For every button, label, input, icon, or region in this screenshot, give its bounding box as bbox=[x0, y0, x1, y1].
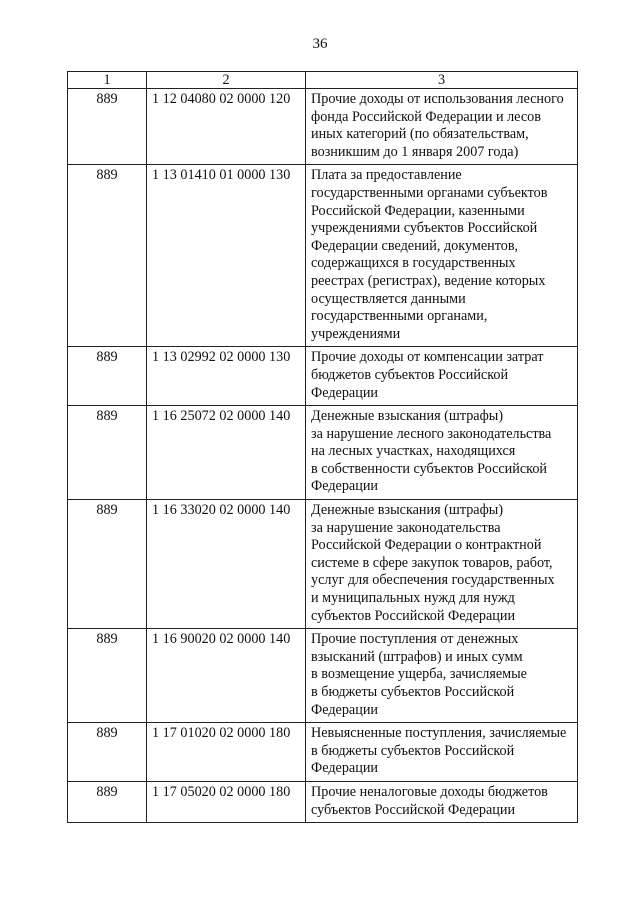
revenue-classification-code: 1 16 33020 02 0000 140 bbox=[147, 500, 306, 629]
column-header-1: 1 bbox=[68, 72, 147, 89]
table-row bbox=[68, 406, 578, 500]
table-row bbox=[68, 629, 578, 723]
revenue-classification-code: 1 17 01020 02 0000 180 bbox=[147, 723, 306, 782]
column-header-2: 2 bbox=[147, 72, 306, 89]
administrator-code: 889 bbox=[68, 781, 147, 822]
administrator-code: 889 bbox=[68, 165, 147, 347]
header-row bbox=[68, 72, 578, 89]
revenue-classification-code: 1 16 25072 02 0000 140 bbox=[147, 406, 306, 500]
administrator-code: 889 bbox=[68, 500, 147, 629]
revenue-classification-code: 1 16 90020 02 0000 140 bbox=[147, 629, 306, 723]
table-row bbox=[68, 781, 578, 822]
administrator-code: 889 bbox=[68, 406, 147, 500]
administrator-code: 889 bbox=[68, 89, 147, 165]
revenue-name: Прочие доходы от компенсации затрат бюджетов субъектов Российской Федерации bbox=[306, 347, 578, 406]
table-row bbox=[68, 165, 578, 347]
revenue-name: Прочие доходы от использования лесного фонда Российской Федерации и лесов иных категорий (по обязательствам, возникшим до 1 января 2007 года) bbox=[306, 89, 578, 165]
revenue-classification-code: 1 13 01410 01 0000 130 bbox=[147, 165, 306, 347]
revenue-name: Невыясненные поступления, зачисляемые в бюджеты субъектов Российской Федерации bbox=[306, 723, 578, 782]
page-number: 36 bbox=[312, 36, 328, 52]
revenue-classification-code: 1 12 04080 02 0000 120 bbox=[147, 89, 306, 165]
revenue-classification-code: 1 13 02992 02 0000 130 bbox=[147, 347, 306, 406]
revenue-codes-table bbox=[67, 71, 578, 823]
table-row bbox=[68, 89, 578, 165]
revenue-classification-code: 1 17 05020 02 0000 180 bbox=[147, 781, 306, 822]
revenue-name: Прочие поступления от денежных взысканий (штрафов) и иных сумм в возмещение ущерба, зачисляемые в бюджеты субъектов Российской Федерации bbox=[306, 629, 578, 723]
administrator-code: 889 bbox=[68, 723, 147, 782]
revenue-name: Денежные взыскания (штрафы) за нарушение законодательства Российской Федерации о контрактной системе в сфере закупок товаров, работ, услуг для обеспечения государственных и муниципальных нужд для нужд субъектов Российской Федерации bbox=[306, 500, 578, 629]
table-row bbox=[68, 723, 578, 782]
column-header-3: 3 bbox=[306, 72, 578, 89]
administrator-code: 889 bbox=[68, 629, 147, 723]
revenue-name: Прочие неналоговые доходы бюджетов субъектов Российской Федерации bbox=[306, 781, 578, 822]
table-row bbox=[68, 500, 578, 629]
administrator-code: 889 bbox=[68, 347, 147, 406]
revenue-name: Денежные взыскания (штрафы) за нарушение лесного законодательства на лесных участках, находящихся в собственности субъектов Российской Федерации bbox=[306, 406, 578, 500]
table-row bbox=[68, 347, 578, 406]
revenue-name: Плата за предоставление государственными органами субъектов Российской Федерации, казенными учреждениями субъектов Российской Федерации сведений, документов, содержащихся в государственных реестрах (регистрах), ведение которых осуществляется данными государственными органами, учреждениями bbox=[306, 165, 578, 347]
